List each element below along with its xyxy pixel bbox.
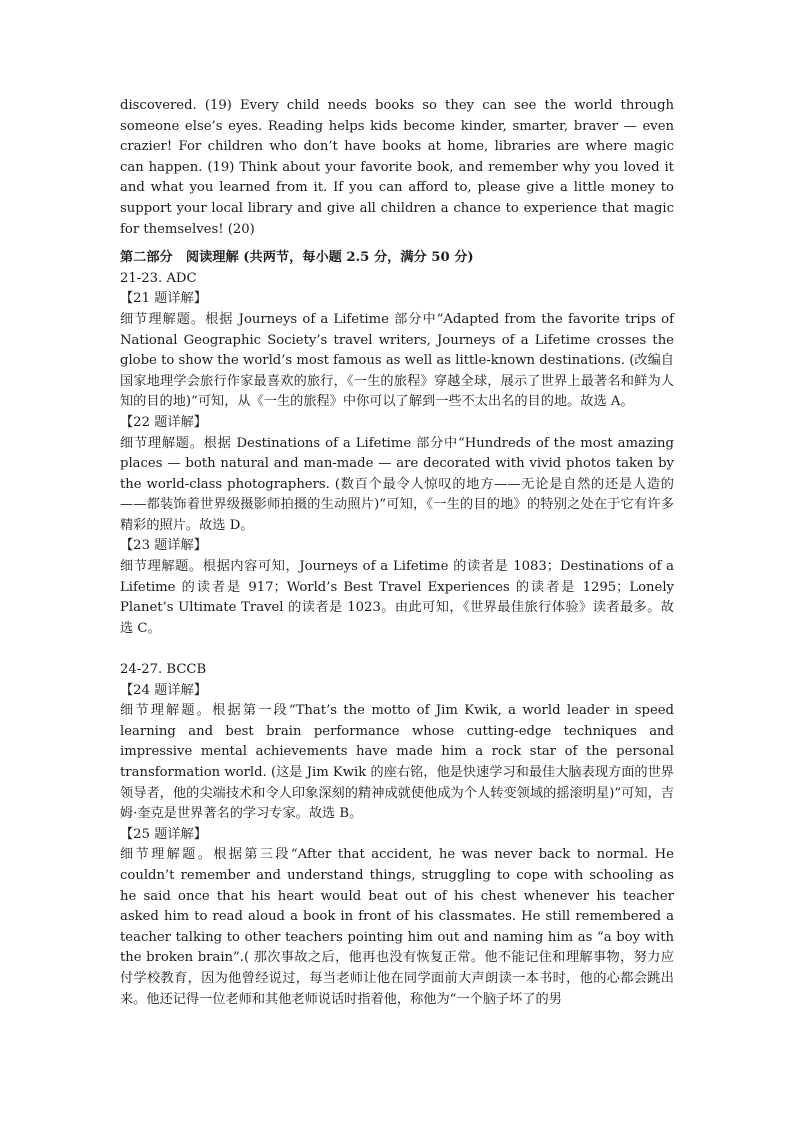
document-page: [120, 96, 674, 1010]
q22-label: 【22 题详解】: [120, 414, 207, 430]
q21-label: 【21 题详解】: [120, 291, 207, 307]
answer-21-23: 21-23. ADC: [120, 270, 197, 286]
q24-label: 【24 题详解】: [120, 682, 207, 698]
q24-explanation: 细节理解题。根据第一段“That’s the motto of Jim Kwik, a world leader in speed learning and best brain performance whose cutting-edge techniques and impressive mental achievements have made him a rock star of the personal transformation world. (这是 Jim Kwik 的座右铭，他是快速学习和最佳大脑表现方面的世界领导者，他的尖端技术和令人印象深刻的精神成就使他成为个人转变领域的摇滚明星)”可知，吉姆·奎克是世界著名的学习专家。故选 B。: [120, 703, 674, 822]
q25-label: 【25 题详解】: [120, 826, 207, 842]
section-title: 第二部分 阅读理解 (共两节，每小题 2.5 分，满分 50 分): [120, 250, 474, 266]
answer-24-27: 24-27. BCCB: [120, 662, 207, 678]
q25-explanation: 细节理解题。根据第三段“After that accident, he was never back to normal. He couldn’t remember and understand things, struggling to cope with schooling as he said once that his heart would beat out of his chest whenever his teacher asked him to read aloud a book in front of his classmates. He still remembered a teacher talking to other teachers pointing him out and naming him as “a boy with the broken brain”.( 那次事故之后，他再也没有恢复正常。他不能记住和理解事物，努力应付学校教育，因为他曾经说过，每当老师让他在同学面前大声朗读一本书时，他的心都会跳出来。他还记得一位老师和其他老师说话时指着他，称他为“一个脑子坏了的男: [120, 847, 674, 1007]
spacer: [120, 639, 674, 660]
q21-explanation: 细节理解题。根据 Journeys of a Lifetime 部分中“Adapted from the favorite trips of National Geographic Society’s travel writers, Journeys of a Lifetime crosses the globe to show the world’s most famous as well as little-known destinations. (改编自国家地理学会旅行作家最喜欢的旅行，《一生的旅程》穿越全球，展示了世界上最著名和鲜为人知的目的地)”可知，从《一生的旅程》中你可以了解到一些不太出名的目的地。故选 A。: [120, 311, 674, 410]
q23-label: 【23 题详解】: [120, 538, 207, 554]
q22-explanation: 细节理解题。根据 Destinations of a Lifetime 部分中“Hundreds of the most amazing places — both natural and man-made — are decorated with vivid photos taken by the world-class photographers. (数百个最令人惊叹的地方——无论是自然的还是人造的——都装饰着世界级摄影师拍摄的生动照片)”可知，《一生的目的地》的特别之处在于它有许多精彩的照片。故选 D。: [120, 435, 674, 533]
intro-paragraph: discovered. (19) Every child needs books so they can see the world through someone else’s eyes. Reading helps kids become kinder, smarter, braver — even crazier! For children who don’t have books at home, libraries are where magic can happen. (19) Think about your favorite book, and remember why you loved it and what you learned from it. If you can afford to, please give a little money to support your local library and give all children a chance to experience that magic for themselves! (20): [120, 98, 674, 237]
q23-explanation: 细节理解题。根据内容可知，Journeys of a Lifetime 的读者是 1083；Destinations of a Lifetime 的读者是 917；World’s Best Travel Experiences 的读者是 1295；Lonely Planet’s Ultimate Travel 的读者是 1023。由此可知，《世界最佳旅行体验》读者最多。故选 C。: [120, 559, 674, 636]
